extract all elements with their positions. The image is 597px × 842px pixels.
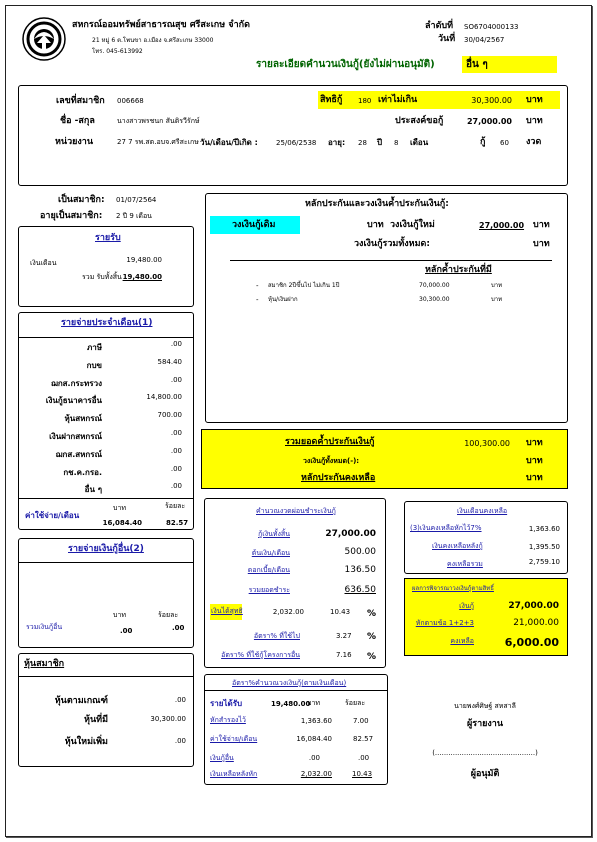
share-new-value: .00	[174, 737, 186, 745]
installment-title: คำนวณงวดผ่อนชำระเงินกู้	[256, 507, 336, 515]
shares-title: หุ้นสมาชิก	[24, 659, 65, 669]
new-loan-label: วงเงินกู้ใหม่	[390, 220, 435, 230]
pct-sign: %	[367, 609, 377, 619]
approver-dots: (.............................................)	[432, 749, 538, 757]
balance-title: เงินเดือนคงเหลือ	[457, 507, 508, 515]
divider	[18, 562, 194, 563]
existing-collateral-title: หลักค้ำประกันที่มี	[425, 265, 492, 275]
unit-value: 27 7 รพ.สต.อบจ.ศรีสะเกษ	[117, 138, 199, 146]
installment-unit: งวด	[526, 137, 542, 147]
new-loan-amount: 27,000.00	[479, 221, 525, 230]
limit-amount: 30,300.00	[471, 96, 512, 105]
expense-row-label: เงินฝากสหกรณ์	[49, 432, 102, 441]
ratio-income-label: รายได้รับ	[210, 699, 243, 708]
inst-row-value: 27,000.00	[325, 529, 376, 539]
inst-row-label: ต้นเงิน/เดือน	[251, 549, 290, 557]
monthly-expense-title: รายจ่ายประจำเดือน(1)	[61, 318, 153, 328]
name-label: ชื่อ -สกุล	[60, 116, 95, 126]
purpose-label: ประสงค์ขอกู้	[395, 116, 444, 126]
approver-role: ผู้อนุมัติ	[470, 769, 500, 779]
ratio-row-pct: .00	[358, 754, 370, 762]
collateral-title: หลักประกันและวงเงินค้ำประกันเงินกู้:	[305, 199, 449, 209]
summary-all-label: วงเงินกู้ทั้งหมด(-):	[303, 457, 360, 465]
ratio-row-value: .00	[308, 754, 320, 762]
right-label: สิทธิกู้	[320, 95, 343, 105]
expense-row-label: เงินกู้ธนาคารอื่น	[45, 396, 102, 406]
bullet-icon: -	[256, 296, 259, 304]
salary-value: 19,480.00	[126, 256, 162, 264]
expense-row-label: ฌกส.สหกรณ์	[55, 449, 102, 459]
ratio-unit-baht: บาท	[307, 699, 320, 707]
consider-row-label: เงินกู้	[459, 602, 474, 610]
expense-row-value: .00	[170, 446, 182, 455]
collateral-item-label: สมาชิก 2ปีขึ้นไป ไม่เกิน 1ปี	[268, 282, 340, 289]
collateral-item-value: 30,300.00	[419, 296, 450, 303]
income-title: รายรับ	[95, 233, 121, 243]
loan-label: กู้	[480, 137, 486, 147]
birth-value: 25/06/2538	[276, 139, 317, 147]
expense-row-label: อื่น ๆ	[84, 485, 102, 495]
seq-label: ลำดับที่	[425, 21, 454, 31]
age-years: 28	[358, 139, 367, 147]
inst-row-label: กู้เงินทั้งสิ้น	[258, 530, 290, 538]
membership-since-label: เป็นสมาชิก:	[58, 195, 105, 205]
org-address: 21 หมู่ 6 ต.โพนขา อ.เมือง จ.ศรีสะเกษ 33000	[92, 37, 214, 44]
other-unit-baht: บาท	[113, 611, 126, 619]
expense-row-label: ภาษี	[86, 343, 102, 352]
member-no: 006668	[117, 97, 144, 105]
expense-row-value: .00	[170, 482, 182, 491]
balance-row-label: เงินคงเหลือหลังกู้	[432, 542, 483, 550]
share-rule-label: หุ้นตามเกณฑ์	[54, 696, 108, 706]
summary-remain-label: หลักประกันคงเหลือ	[301, 473, 376, 483]
purpose-amount: 27,000.00	[466, 117, 512, 126]
other-loan-amount: .00	[120, 627, 133, 635]
divider	[18, 498, 194, 499]
pct-sign: %	[367, 632, 377, 642]
expense-row-value: 584.40	[157, 357, 182, 366]
consider-row-value: 27,000.00	[508, 601, 559, 611]
collateral-item-unit: บาท	[491, 282, 503, 289]
ratio-row-pct: 10.43	[352, 770, 373, 778]
total-loan-baht: บาท	[533, 239, 550, 249]
summary-remain-baht: บาท	[526, 473, 543, 483]
other-unit-pct: ร้อยละ	[158, 611, 179, 619]
consider-row-label: คงเหลือ	[450, 637, 474, 645]
balance-row-value: 1,363.60	[528, 525, 560, 533]
net-income-label: เงินได้สุทธิ	[211, 607, 243, 615]
summary-total-label: รวมยอดค้ำประกันเงินกู้	[285, 437, 375, 447]
ratio2-label: อัตรา% ที่ใช้กู้โครงการอื่น	[221, 651, 300, 659]
expense-footer-amount: 16,084.40	[102, 519, 142, 527]
income-total-label: รวม รับทั้งสิ้น	[82, 273, 122, 281]
expense-footer-label: ค่าใช้จ่าย/เดือน	[25, 511, 80, 520]
divider	[204, 690, 388, 691]
age-year-unit: ปี	[377, 138, 383, 147]
divider	[18, 337, 194, 338]
inst-row-label: รวมยอดชำระ	[248, 586, 290, 594]
pct-sign: %	[367, 652, 377, 662]
membership-age: 2 ปี 9 เดือน	[116, 212, 152, 220]
ratio-row-pct: 82.57	[353, 735, 374, 743]
age-months: 8	[394, 139, 399, 147]
summary-total-baht: บาท	[526, 438, 543, 448]
installment-box	[204, 498, 386, 668]
report-title: รายละเอียดคำนวนเงินกู้(ยังไม่ผ่านอนุมัติ)	[256, 59, 435, 70]
member-name: นางสาวพรชนก สันติรวีรักษ์	[117, 117, 200, 125]
date-value: 30/04/2567	[464, 36, 505, 44]
expense-row-value: .00	[170, 340, 182, 348]
other-expense-box	[18, 538, 194, 648]
old-loan-baht: บาท	[367, 220, 384, 230]
ratio-row-pct: 7.00	[353, 717, 369, 725]
balance-row-label: (3)เงินคงเหลือหักไว้7%	[410, 524, 482, 532]
ratio-row-value: 16,084.40	[296, 735, 332, 743]
expense-row-value: .00	[170, 375, 182, 384]
consider-row-label: หักตามข้อ 1+2+3	[415, 619, 474, 627]
expense-unit-baht: บาท	[113, 504, 126, 512]
ratio-row-label: เงินกู้อื่น	[210, 754, 234, 762]
ratio-row-label: ค่าใช้จ่าย/เดือน	[210, 735, 258, 743]
net-income-pct: 10.43	[330, 608, 351, 616]
member-no-label: เลขที่สมาชิก	[56, 96, 105, 106]
expense-row-label: กบข	[86, 360, 102, 370]
new-loan-baht: บาท	[533, 220, 550, 230]
ratio-row-label: เงินเหลือหลังหัก	[210, 770, 258, 778]
expense-row-value: 700.00	[157, 411, 182, 420]
ratio1-label: อัตรา% ที่ใช้ไป	[253, 632, 300, 640]
summary-box	[201, 429, 568, 489]
bullet-icon: -	[256, 282, 259, 290]
ratio-row-value: 2,032.00	[300, 770, 332, 778]
balance-row-label: คงเหลือรวม	[447, 560, 483, 568]
age-month-unit: เดือน	[410, 138, 429, 147]
consider-row-value: 21,000.00	[513, 618, 559, 628]
cooperative-logo-icon	[22, 17, 66, 61]
share-have-label: หุ้นที่มี	[84, 715, 108, 725]
inst-row-label: ดอกเบี้ย/เดือน	[247, 566, 290, 574]
share-new-label: หุ้นใหม่เพิ่ม	[64, 737, 108, 747]
org-name: สหกรณ์ออมทรัพย์สาธารณสุข ศรีสะเกษ จำกัด	[72, 20, 250, 30]
old-loan-label: วงเงินกู้เดิม	[232, 220, 276, 230]
ratio-row-label: หักสำรองไว้	[210, 716, 246, 724]
expense-row-value: .00	[170, 464, 182, 473]
total-loan-label: วงเงินกู้รวมทั้งหมด:	[354, 239, 430, 249]
inst-row-value: 636.50	[344, 585, 376, 595]
birth-label: วัน/เดือน/ปีเกิด :	[200, 138, 258, 147]
expense-row-label: ฌกส.กระทรวง	[50, 378, 102, 388]
right-highlight	[318, 91, 560, 109]
share-rule-value: .00	[174, 696, 186, 704]
consider-row-value: 6,000.00	[504, 636, 559, 649]
membership-age-label: อายุเป็นสมาชิก:	[40, 211, 103, 221]
seq-value: SO6704000133	[464, 23, 519, 31]
consideration-title: ผลการพิจารณาวงเงินกู้ตามสิทธิ์	[412, 585, 494, 592]
inst-row-value: 500.00	[344, 547, 376, 557]
salary-label: เงินเดือน	[30, 259, 57, 267]
expense-row-value: 14,800.00	[146, 393, 182, 402]
ratio-unit-pct: ร้อยละ	[345, 699, 366, 707]
limit-label: เท่าไม่เกิน	[378, 95, 418, 105]
org-phone: โทร. 045-613992	[92, 48, 143, 55]
shares-box	[18, 653, 194, 767]
collateral-item-value: 70,000.00	[419, 282, 450, 289]
right-value: 180	[358, 97, 372, 105]
other-loan-pct: .00	[172, 624, 185, 632]
ratio1-value: 3.27	[336, 632, 352, 640]
inst-row-value: 136.50	[344, 565, 376, 575]
collateral-item-unit: บาท	[491, 296, 503, 303]
limit-baht: บาท	[526, 95, 543, 105]
ratio-title: อัตรา%คำนวณวงเงินกู้(ตามเงินเดือน)	[232, 679, 347, 687]
loan-kind: อื่น ๆ	[466, 59, 488, 70]
balance-row-value: 2,759.10	[528, 558, 560, 566]
net-income-amount: 2,032.00	[272, 608, 304, 616]
summary-total-amount: 100,300.00	[464, 439, 510, 448]
share-have-value: 30,300.00	[150, 715, 186, 723]
expense-footer-pct: 82.57	[166, 519, 189, 527]
age-label: อายุ:	[328, 138, 346, 147]
income-total: 19,480.00	[122, 273, 162, 281]
other-expense-title: รายจ่ายเงินกู้อื่น(2)	[68, 544, 144, 554]
purpose-baht: บาท	[526, 116, 543, 126]
expense-unit-pct: ร้อยละ	[165, 502, 186, 510]
expense-row-label: หุ้นสหกรณ์	[64, 414, 102, 424]
ratio-row-value: 1,363.60	[300, 717, 332, 725]
reporter-role: ผู้รายงาน	[466, 719, 504, 729]
ratio-income: 19,480.00	[271, 700, 311, 708]
divider	[230, 260, 552, 261]
unit-label: หน่วยงาน	[55, 137, 94, 147]
membership-since: 01/07/2564	[116, 196, 157, 204]
reporter-name: นายพงศ์ศิษฐ์ สหสาลี	[454, 702, 516, 710]
loan-installments: 60	[500, 139, 509, 147]
expense-row-label: กช.ค.กรอ.	[63, 467, 102, 477]
balance-row-value: 1,395.50	[528, 543, 560, 551]
summary-all-baht: บาท	[526, 456, 543, 466]
collateral-item-label: หุ้น/เงินฝาก	[268, 296, 298, 303]
other-loan-label: รวมเงินกู้อื่น	[26, 623, 63, 631]
ratio2-value: 7.16	[336, 651, 352, 659]
expense-row-value: .00	[170, 429, 182, 437]
date-label: วันที่	[438, 34, 456, 44]
divider	[18, 676, 194, 677]
